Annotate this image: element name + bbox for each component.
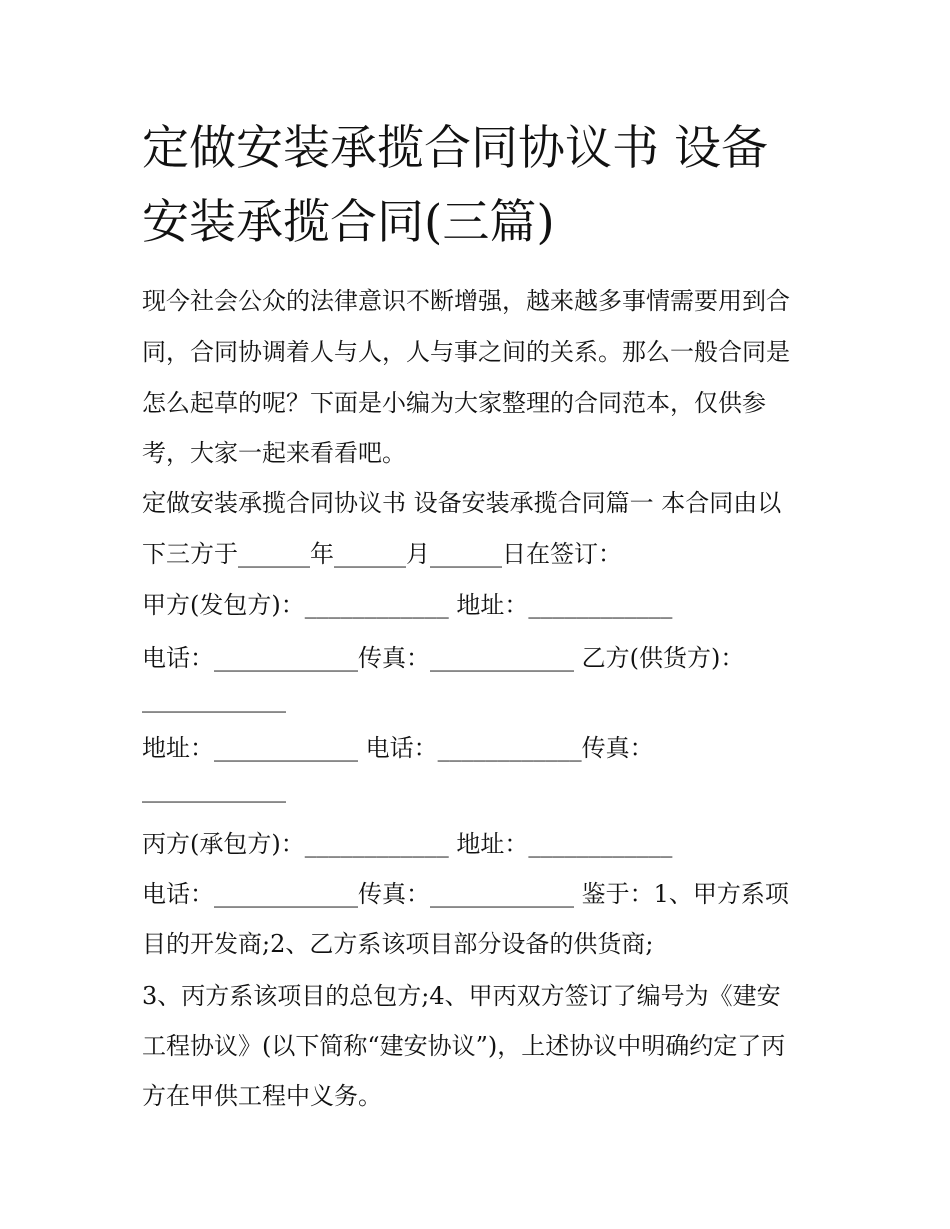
intro-line: 怎么起草的呢？下面是小编为大家整理的合同范本，仅供参 — [142, 389, 766, 417]
document-title — [142, 112, 822, 260]
party-c-line: 丙方(承包方)：____________ 地址：____________ — [142, 830, 673, 858]
intro-line: 现今社会公众的法律意识不断增强，越来越多事情需要用到合 — [142, 287, 790, 315]
clause-line: 工程协议》(以下简称“建安协议”)，上述协议中明确约定了丙 — [142, 1032, 786, 1060]
title-line: 安装承揽合同(三篇) — [142, 195, 555, 250]
clause-line: 方在甲供工程中义务。 — [142, 1082, 382, 1110]
party-a-line: 甲方(发包方)：____________ 地址：____________ — [142, 591, 673, 619]
section-heading-line: 定做安装承揽合同协议书 设备安装承揽合同篇一 本合同由以 — [142, 489, 782, 517]
intro-line: 考，大家一起来看看吧。 — [142, 439, 406, 467]
clause-line: 目的开发商;2、乙方系该项目部分设备的供货商; — [142, 930, 654, 958]
title-line: 定做安装承揽合同协议书 设备 — [142, 121, 768, 176]
blank-line: ____________ — [142, 775, 286, 803]
date-line: 下三方于______年______月______日在签订： — [142, 540, 622, 568]
contact-line: 电话：____________传真：____________ 乙方(供货方)： — [142, 644, 745, 672]
address-line: 地址：____________ 电话：____________传真： — [142, 734, 654, 762]
contact-line: 电话：____________传真：____________ 鉴于：1、甲方系项 — [142, 880, 789, 908]
blank-line: ____________ — [142, 685, 286, 713]
intro-line: 同，合同协调着人与人，人与事之间的关系。那么一般合同是 — [142, 338, 790, 366]
clause-line: 3、丙方系该项目的总包方;4、甲丙双方签订了编号为《建安 — [142, 982, 781, 1010]
